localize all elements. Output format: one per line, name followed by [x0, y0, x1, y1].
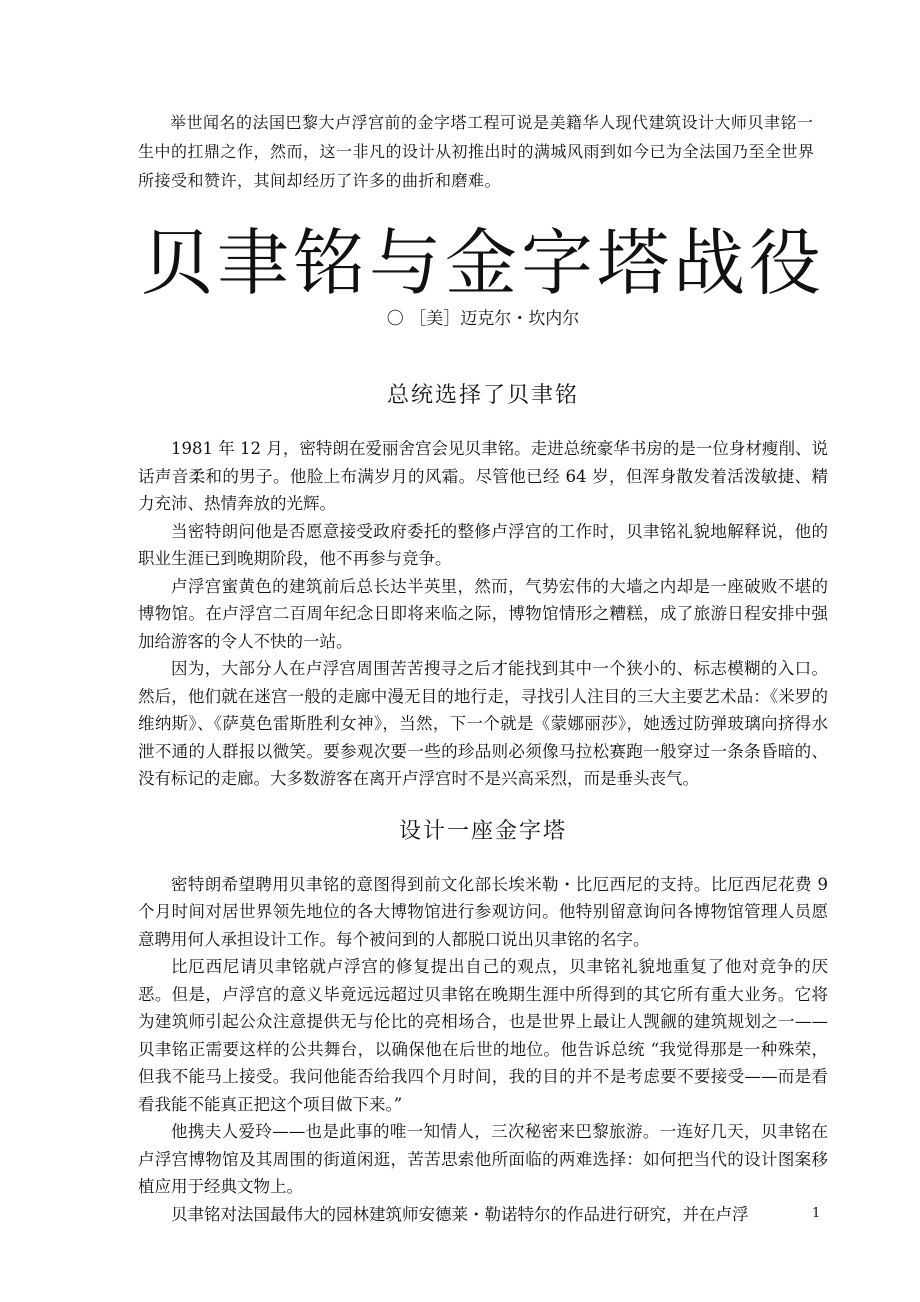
document-page — [138, 108, 828, 1228]
author-byline: 〇 ［美］迈克尔・坎内尔 — [386, 309, 580, 329]
section-2-body — [138, 871, 828, 1229]
section-heading-2: 设计一座金字塔 — [398, 818, 567, 844]
paragraph: 贝聿铭对法国最伟大的园林建筑师安德莱・勒诺特尔的作品进行研究，并在卢浮 — [171, 1204, 749, 1224]
paragraph: 1981 年 12 月，密特朗在爱丽舍宫会见贝聿铭。走进总统豪华书房的是一位身材瘦削、说话声音柔和的男子。他脸上布满岁月的风霜。尽管他已经 64 岁，但浑身散发着活泼敏捷、精力充沛、热情奔放的光辉。 — [138, 439, 828, 513]
article-title: 贝聿铭与金字塔战役 — [140, 221, 825, 305]
paragraph: 卢浮宫蜜黄色的建筑前后总长达半英里，然而，气势宏伟的大墙之内却是一座破败不堪的博物馆。在卢浮宫二百周年纪念日即将来临之际，博物馆情形之糟糕，成了旅游日程安排中强加给游客的令人不快的一站。 — [138, 576, 828, 651]
page-number: 1 — [812, 1206, 821, 1221]
paragraph: 密特朗希望聘用贝聿铭的意图得到前文化部长埃米勒・比厄西尼的支持。比厄西尼花费 9 个月时间对居世界领先地位的各大博物馆进行参观访问。他特别留意询问各博物馆管理人员愿意聘用何人承担设计工作。每个被问到的人都脱口说出贝聿铭的名字。 — [138, 874, 828, 949]
section-1-body — [138, 435, 828, 793]
paragraph: 他携夫人爱玲——也是此事的唯一知情人，三次秘密来巴黎旅游。一连好几天，贝聿铭在卢浮宫博物馆及其周围的街道闲逛，苦苦思索他所面临的两难选择：如何把当代的设计图案移植应用于经典文物上。 — [138, 1122, 828, 1196]
paragraph: 比厄西尼请贝聿铭就卢浮宫的修复提出自己的观点，贝聿铭礼貌地重复了他对竞争的厌恶。但是，卢浮宫的意义毕竟远远超过贝聿铭在晚期生涯中所得到的其它所有重大业务。它将为建筑师引起公众注意提供无与伦比的亮相场合，也是世界上最让人觊觎的建筑规划之一——贝聿铭正需要这样的公共舞台，以确保他在后世的地位。他告诉总统 “我觉得那是一种殊荣，但我不能马上接受。我问他能否给我四个月时间，我的目的并不是考虑要不要接受——而是看看我能不能真正把这个项目做下来。” — [138, 957, 828, 1114]
section-heading-1: 总统选择了贝聿铭 — [386, 383, 579, 408]
paragraph: 当密特朗问他是否愿意接受政府委托的整修卢浮宫的工作时，贝聿铭礼貌地解释说，他的职业生涯已到晚期阶段，他不再参与竞争。 — [138, 521, 828, 568]
intro-paragraph: 举世闻名的法国巴黎大卢浮宫前的金字塔工程可说是美籍华人现代建筑设计大师贝聿铭一生中的扛鼎之作，然而，这一非凡的设计从初推出时的满城风雨到如今已为全法国乃至全世界所接受和赞许，其间却经历了许多的曲折和磨难。 — [138, 113, 815, 190]
paragraph: 因为，大部分人在卢浮宫周围苦苦搜寻之后才能找到其中一个狭小的、标志模糊的入口。然后，他们就在迷宫一般的走廊中漫无目的地行走，寻找引人注目的三大主要艺术品：《米罗的维纳斯》、《萨莫色雷斯胜利女神》，当然，下一个就是《蒙娜丽莎》，她透过防弹玻璃向挤得水泄不通的人群报以微笑。要参观次要一些的珍品则必须像马拉松赛跑一般穿过一条条昏暗的、没有标记的走廊。大多数游客在离开卢浮宫时不是兴高采烈，而是垂头丧气。 — [138, 659, 828, 788]
